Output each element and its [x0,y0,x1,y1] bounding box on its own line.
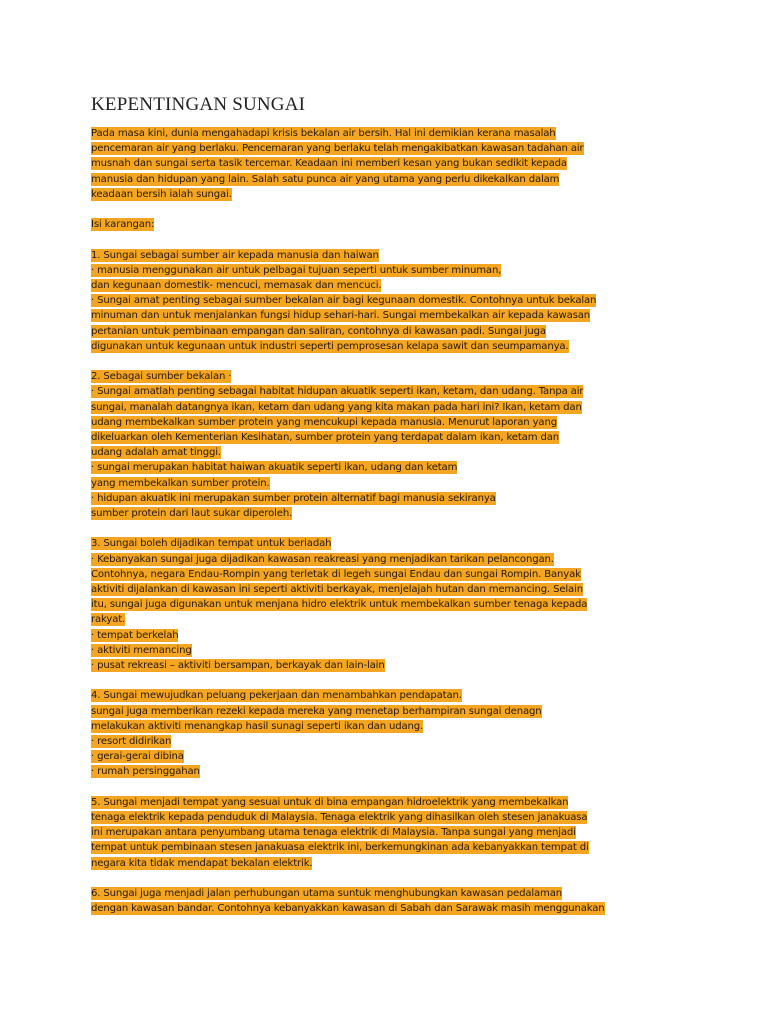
highlighted-text: tempat untuk pembinaan stesen janakuasa elektrik ini, berkemungkinan ada kebanyakkan tempat di [91,842,589,854]
text-line [91,749,691,764]
paragraph-point-6 [91,886,691,916]
highlighted-text: udang membekalkan sumber protein yang mencukupi kepada manusia. Menurut laporan yang [91,416,557,428]
text-line [91,248,691,263]
highlighted-text: 3. Sungai boleh dijadikan tempat untuk beriadah [91,538,332,550]
highlighted-text: dan kegunaan domestik- mencuci, memasak dan mencuci. [91,280,382,291]
text-line [91,384,691,399]
highlighted-text: pencemaran air yang berlaku. Pencemaran yang berlaku telah mengakibatkan kawasan tadahan air [91,143,584,155]
highlighted-text: sumber protein dari laut sukar diperoleh. [91,508,293,520]
highlighted-text: digunakan untuk kegunaan untuk industri seperti pemprosesan kelapa sawit dan seumpamanya. [91,340,569,352]
text-line [91,764,691,779]
text-line [91,460,691,475]
text-line [91,582,691,597]
highlighted-text: Isi karangan: [91,219,155,231]
text-line [91,369,691,384]
highlighted-text: · Kebanyakan sungai juga dijadikan kawasan reakreasi yang menjadikan tarikan pelancongan. [91,553,554,565]
highlighted-text: 5. Sungai menjadi tempat yang sesuai untuk di bina empangan hidroelektrik yang membekalkan [91,796,569,808]
highlighted-text: yang membekalkan sumber protein. [91,477,270,489]
highlighted-text: udang adalah amat tinggi. [91,447,221,459]
paragraph-point-3 [91,536,691,673]
text-line [91,612,691,627]
highlighted-text: 4. Sungai mewujudkan peluang pekerjaan dan menambahkan pendapatan. [91,690,462,702]
text-line [91,293,691,308]
text-line [91,856,691,871]
text-line [91,263,691,278]
document-body [91,126,691,932]
paragraph-point-4 [91,688,691,779]
text-line [91,126,691,141]
text-line [91,430,691,445]
text-line [91,901,691,916]
text-line [91,141,691,156]
highlighted-text: · aktiviti memancing [91,644,192,656]
highlighted-text: · Sungai amatlah penting sebagai habitat hidupan akuatik seperti ikan, ketam, dan udang. Tanpa air [91,386,584,398]
highlighted-text: aktiviti dijalankan di kawasan ini seperti aktiviti berkayak, menjelajah hutan dan memancing. Selain [91,584,583,596]
text-line [91,172,691,187]
highlighted-text: ini merupakan antara penyumbang utama tenaga elektrik di Malaysia. Tanpa sungai yang menjadi [91,827,576,839]
text-line [91,734,691,749]
text-line [91,886,691,901]
highlighted-text: · resort didirikan [91,736,172,748]
text-line [91,400,691,415]
highlighted-text: · Sungai amat penting sebagai sumber bekalan air bagi kegunaan domestik. Contohnya untuk bekalan [91,295,597,307]
highlighted-text: dikeluarkan oleh Kementerian Kesihatan, sumber protein yang terdapat dalam ikan, ketam dan [91,432,559,444]
highlighted-text: sungai juga memberikan rezeki kepada mereka yang menetap berhampiran sungai denagn [91,705,542,717]
highlighted-text: melakukan aktiviti menangkap hasil sunagi seperti ikan dan udang. [91,720,424,732]
text-line [91,719,691,734]
paragraph-intro [91,126,691,202]
text-line [91,476,691,491]
highlighted-text: · tempat berkelah [91,629,179,641]
highlighted-text: itu, sungai juga digunakan untuk menjana hidro elektrik untuk membekalkan sumber tenaga kepada [91,599,588,611]
text-line [91,278,691,293]
highlighted-text: keadaan bersih ialah sungai. [91,188,232,200]
text-line [91,324,691,339]
text-line [91,688,691,703]
paragraph-isi-karangan [91,217,691,232]
text-line [91,445,691,460]
highlighted-text: musnah dan sungai serta tasik tercemar. Keadaan ini memberi kesan yang bukan sedikit kepada [91,158,567,170]
text-line [91,628,691,643]
highlighted-text: dengan kawasan bandar. Contohnya kebanyakkan kawasan di Sabah dan Sarawak masih menggunakan [91,903,605,915]
text-line [91,597,691,612]
text-line [91,795,691,810]
highlighted-text: · sungai merupakan habitat haiwan akuatik seperti ikan, udang dan ketam [91,462,458,474]
paragraph-point-5 [91,795,691,871]
text-line [91,536,691,551]
highlighted-text: · gerai-gerai dibina [91,751,184,763]
text-line [91,156,691,171]
highlighted-text: · manusia menggunakan air untuk pelbagai tujuan seperti untuk sumber minuman, [91,264,502,276]
highlighted-text: · rumah persinggahan [91,766,200,778]
highlighted-text: negara kita tidak mendapat bekalan elektrik. [91,857,313,869]
highlighted-text: Contohnya, negara Endau-Rompin yang terletak di legeh sungai Endau dan sungai Rompin. Banyak [91,568,581,580]
paragraph-point-1 [91,248,691,354]
text-line [91,840,691,855]
highlighted-text: 2. Sebagai sumber bekalan · [91,371,232,383]
text-line [91,825,691,840]
highlighted-text: sungai, manalah datangnya ikan, ketam dan udang yang kita makan pada hari ini? Ikan, ketam dan [91,401,582,413]
highlighted-text: manusia dan hidupan yang lain. Salah satu punca air yang utama yang perlu dikekalkan dalam [91,173,560,185]
highlighted-text: Pada masa kini, dunia mengahadapi krisis bekalan air bersih. Hal ini demikian kerana masalah [91,128,556,139]
page-title: KEPENTINGAN SUNGAI [91,94,306,115]
text-line [91,552,691,567]
highlighted-text: · pusat rekreasi – aktiviti bersampan, berkayak dan lain-lain [91,660,385,672]
paragraph-point-2 [91,369,691,521]
highlighted-text: pertanian untuk pembinaan empangan dan saliran, contohnya di kawasan padi. Sungai juga [91,325,546,337]
highlighted-text: · hidupan akuatik ini merupakan sumber protein alternatif bagi manusia sekiranya [91,492,496,504]
text-line [91,415,691,430]
highlighted-text: tenaga elektrik kepada penduduk di Malaysia. Tenaga elektrik yang dihasilkan oleh stesen janakuasa [91,812,588,824]
text-line [91,217,691,232]
highlighted-text: 6. Sungai juga menjadi jalan perhubungan utama suntuk menghubungkan kawasan pedalaman [91,888,563,900]
text-line [91,810,691,825]
highlighted-text: minuman dan untuk menjalankan fungsi hidup sehari-hari. Sungai membekalkan air kepada kawasan [91,310,591,322]
text-line [91,567,691,582]
text-line [91,308,691,323]
highlighted-text: 1. Sungai sebagai sumber air kepada manusia dan haiwan [91,249,379,261]
text-line [91,491,691,506]
text-line [91,187,691,202]
text-line [91,643,691,658]
text-line [91,658,691,673]
highlighted-text: rakyat. [91,614,126,626]
text-line [91,506,691,521]
text-line [91,704,691,719]
text-line [91,339,691,354]
